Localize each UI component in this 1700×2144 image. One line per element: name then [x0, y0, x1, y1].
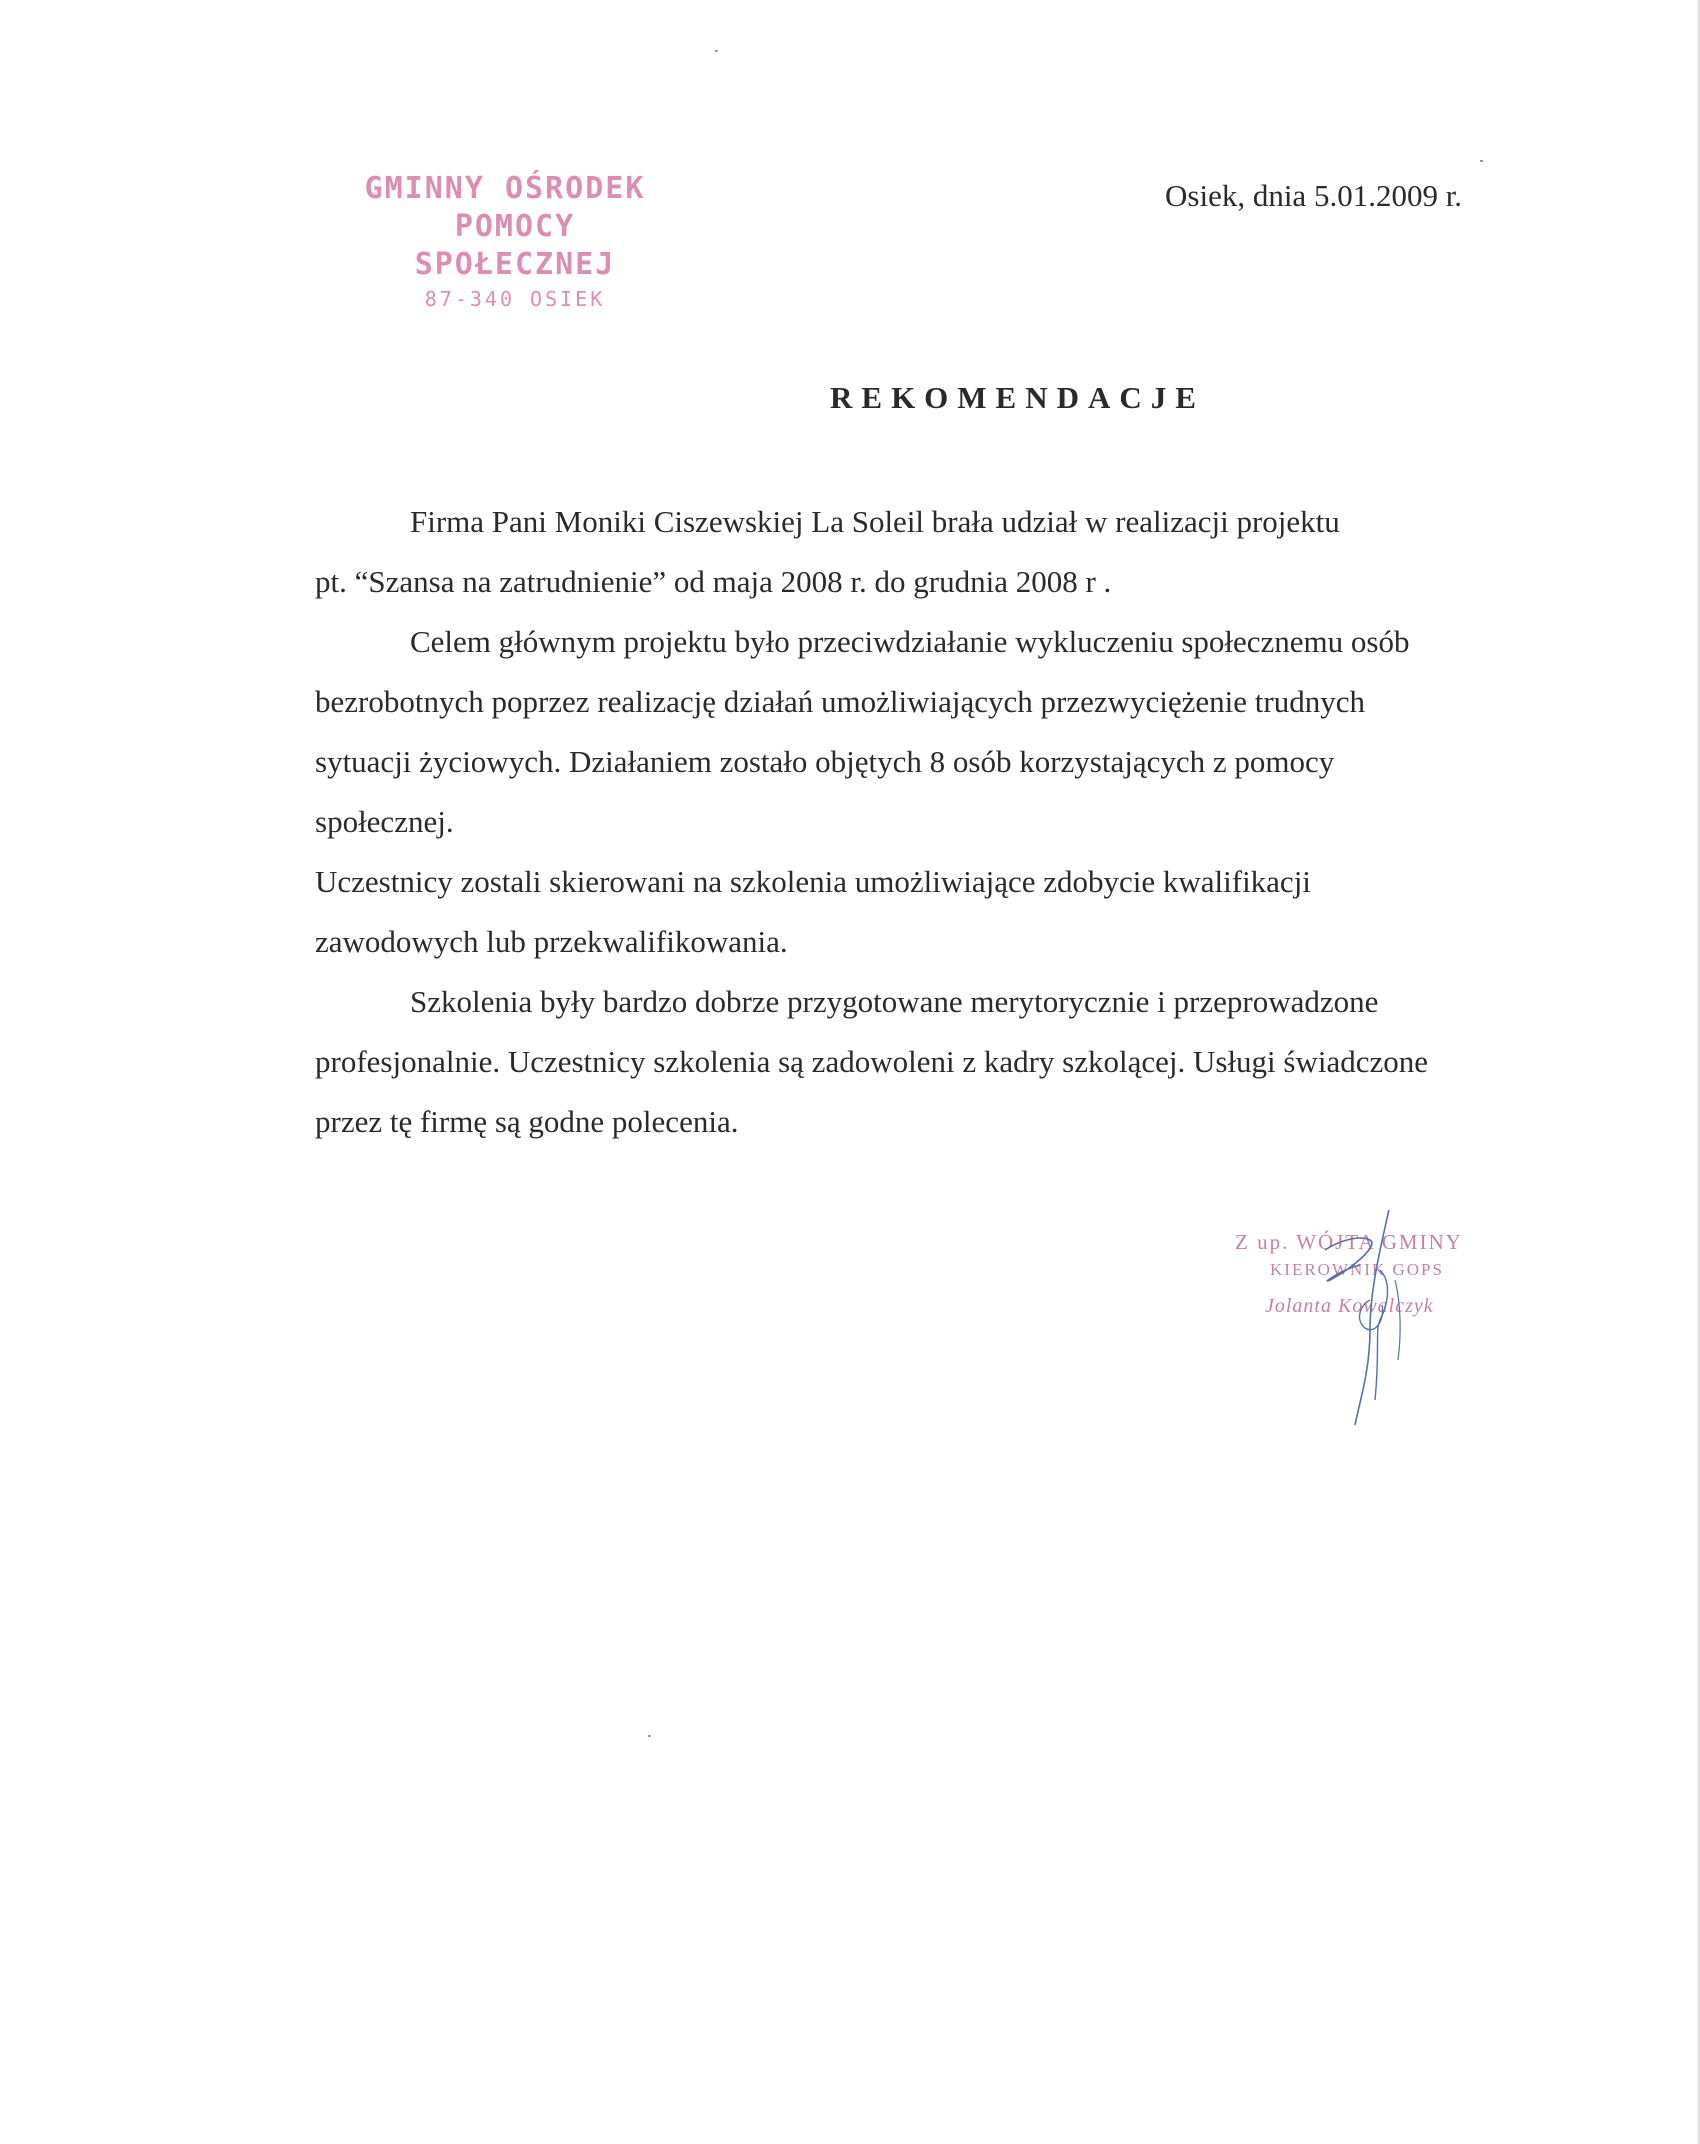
body-line: przez tę firmę są godne polecenia.: [315, 1104, 739, 1139]
signature-stamp: [1230, 1210, 1500, 1430]
body-line: Celem głównym projektu było przeciwdziałanie wykluczeniu społecznemu osób: [410, 624, 1410, 659]
document-body: [315, 492, 1615, 1152]
stamp-line-2: POMOCY SPOŁECZNEJ: [414, 209, 616, 282]
date-line: Osiek, dnia 5.01.2009 r.: [1165, 178, 1463, 213]
document-title: [0, 380, 1230, 416]
body-line: pt. “Szansa na zatrudnienie” od maja 2008 r. do grudnia 2008 r .: [315, 564, 1112, 599]
body-line: bezrobotnych poprzez realizację działań umożliwiających przezwyciężenie trudnych: [315, 684, 1365, 719]
scan-speck: [648, 1735, 651, 1737]
document-title-text: REKOMENDACJE: [830, 380, 1205, 415]
signature-stamp-line-1: Z up. WÓJTA GMINY: [1235, 1230, 1463, 1254]
scan-speck: [1480, 160, 1483, 162]
stamp-line-1: GMINNY OŚRODEK: [364, 171, 646, 206]
body-line: profesjonalnie. Uczestnicy szkolenia są zadowoleni z kadry szkolącej. Usługi świadczone: [315, 1044, 1429, 1079]
handwritten-signature: [1230, 1210, 1500, 1430]
body-line: zawodowych lub przekwalifikowania.: [315, 924, 788, 959]
body-line: Firma Pani Moniki Ciszewskiej La Soleil brała udział w realizacji projektu: [410, 504, 1340, 539]
body-line: Uczestnicy zostali skierowani na szkolenia umożliwiające zdobycie kwalifikacji: [315, 864, 1311, 899]
stamp-line-3: 87-340 OSIEK: [424, 287, 606, 311]
institution-stamp: [350, 170, 660, 314]
body-line: społecznej.: [315, 804, 454, 839]
body-line: sytuacji życiowych. Działaniem zostało objętych 8 osób korzystających z pomocy: [315, 744, 1335, 779]
signature-stamp-line-2: KIEROWNIK GOPS: [1270, 1260, 1444, 1279]
scan-speck: [715, 50, 718, 52]
signature-stamp-line-3: Jolanta Kowalczyk: [1265, 1295, 1434, 1317]
body-line: Szkolenia były bardzo dobrze przygotowane merytorycznie i przeprowadzone: [410, 984, 1379, 1019]
